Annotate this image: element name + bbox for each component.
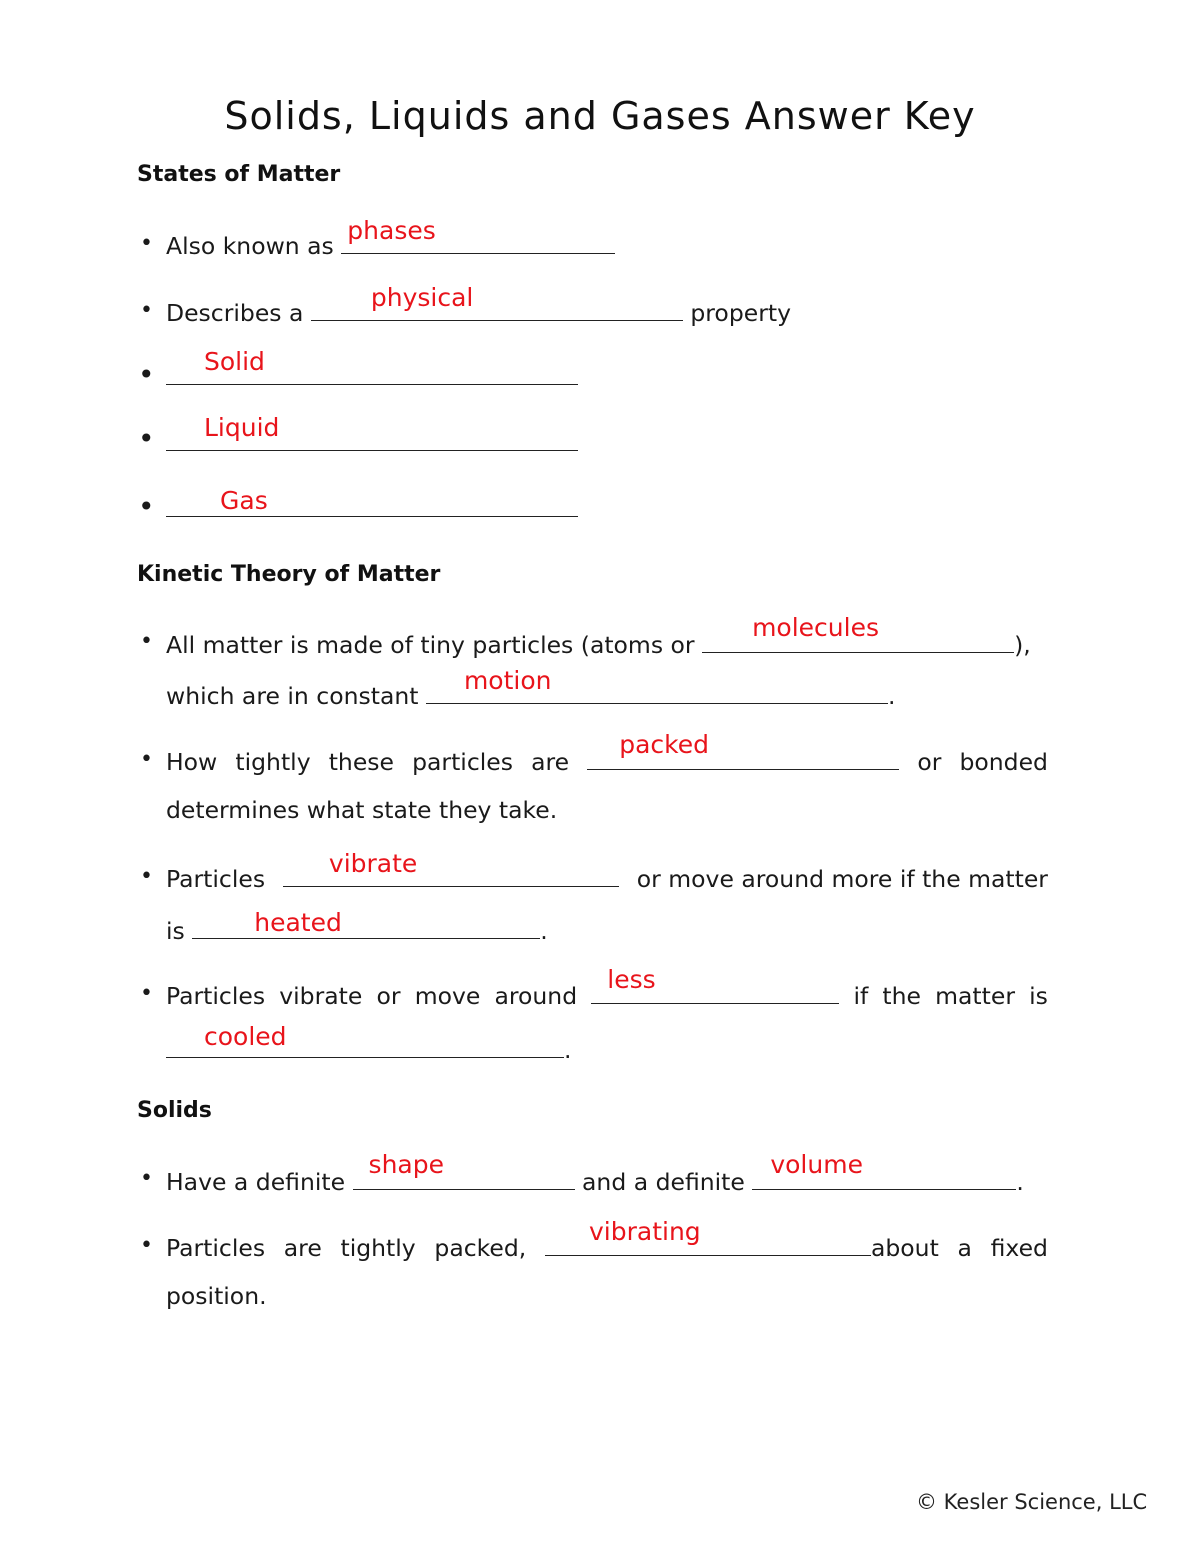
item-text: these (328, 748, 394, 776)
item-text: determines what state they take. (166, 796, 558, 824)
section-heading-states: States of Matter (137, 162, 341, 187)
answer-solid: Solid (204, 347, 265, 376)
bullet: • (138, 422, 155, 455)
item-text: a (957, 1234, 972, 1262)
item-text: if (853, 982, 869, 1010)
item-text: Particles (166, 1234, 266, 1262)
copyright-footer: © Kesler Science, LLC (916, 1490, 1148, 1514)
page-title: Solids, Liquids and Gases Answer Key (224, 94, 976, 138)
answer-blank (166, 413, 578, 451)
item-text: Particles (166, 982, 266, 1010)
answer-blank (426, 666, 888, 704)
item-text: are (531, 748, 570, 776)
item-text: . (887, 682, 896, 710)
answer-blank (353, 1150, 575, 1190)
item-text: around (494, 982, 578, 1010)
item-text: position. (166, 1282, 267, 1310)
item-text: tightly (235, 748, 311, 776)
item-solids-1 (166, 1150, 1024, 1197)
answer-blank (166, 486, 578, 517)
answer-blank (283, 849, 619, 887)
item-kinetic-1-cont (166, 666, 896, 711)
answer-less: less (607, 965, 656, 994)
answer-phases: phases (347, 216, 436, 245)
item-text: and a definite (582, 1168, 745, 1196)
bullet: • (140, 864, 153, 889)
bullet: • (138, 490, 155, 523)
item-text: about (870, 1234, 939, 1262)
item-kinetic-4-cont (166, 1022, 572, 1065)
item-text: vibrate (279, 982, 363, 1010)
answer-motion: motion (463, 666, 552, 695)
item-also-known (166, 216, 615, 261)
answer-molecules: molecules (752, 613, 879, 642)
item-kinetic-3 (166, 849, 1048, 894)
item-text: the (882, 982, 921, 1010)
answer-shape: shape (368, 1150, 444, 1179)
item-text: is (1029, 982, 1048, 1010)
answer-blank (587, 730, 899, 770)
item-text: Describes a (166, 299, 304, 327)
answer-blank (702, 613, 1014, 653)
bullet: • (140, 231, 153, 256)
item-solids-2 (166, 1217, 1048, 1263)
item-text: Have a definite (166, 1168, 346, 1196)
item-kinetic-4 (166, 965, 1048, 1011)
item-text: move (414, 982, 481, 1010)
bullet: • (140, 1166, 153, 1191)
item-text: particles (412, 748, 513, 776)
answer-blank (311, 283, 683, 321)
item-text: . (1016, 1168, 1024, 1196)
item-text: tightly (340, 1234, 416, 1262)
item-text: property (690, 299, 791, 327)
item-kinetic-2-cont (166, 795, 557, 825)
item-text: fixed (990, 1234, 1048, 1262)
answer-cooled: cooled (204, 1022, 287, 1051)
answer-volume: volume (770, 1150, 863, 1179)
item-text: is (166, 917, 185, 945)
answer-blank (545, 1217, 871, 1256)
item-text: which are in constant (166, 682, 419, 710)
bullet: • (140, 1233, 153, 1258)
answer-blank (192, 908, 540, 939)
item-solids-2-cont (166, 1281, 267, 1311)
bullet: • (140, 629, 153, 654)
item-text: or (376, 982, 401, 1010)
answer-liquid: Liquid (204, 413, 280, 442)
section-heading-kinetic: Kinetic Theory of Matter (137, 562, 441, 587)
answer-gas: Gas (220, 486, 268, 515)
section-heading-solids: Solids (137, 1098, 212, 1123)
item-text: Particles (166, 865, 266, 893)
item-text: All matter is made of tiny particles (atoms or (166, 631, 695, 659)
answer-heated: heated (254, 908, 342, 937)
item-state-1 (166, 347, 578, 392)
item-kinetic-3-cont (166, 908, 548, 946)
item-text: Also known as (166, 232, 334, 260)
item-text: or (917, 748, 942, 776)
item-kinetic-2 (166, 730, 1048, 777)
answer-packed: packed (619, 730, 709, 759)
item-text: . (564, 1036, 572, 1064)
item-kinetic-1 (166, 613, 1031, 660)
bullet: • (140, 981, 153, 1006)
item-text: or move around more if the matter (636, 865, 1048, 893)
item-text: bonded (959, 748, 1048, 776)
bullet: • (138, 358, 155, 391)
answer-blank (591, 965, 839, 1004)
bullet: • (140, 298, 153, 323)
item-describes (166, 283, 791, 328)
answer-blank (341, 216, 615, 254)
answer-physical: physical (370, 283, 474, 312)
item-text: How (166, 748, 218, 776)
answer-vibrating: vibrating (588, 1217, 701, 1246)
bullet: • (140, 747, 153, 772)
answer-blank (166, 1022, 564, 1058)
answer-blank (166, 347, 578, 385)
item-text: are (283, 1234, 322, 1262)
item-state-3 (166, 486, 578, 524)
item-text: packed, (434, 1234, 527, 1262)
answer-vibrate: vibrate (328, 849, 418, 878)
item-text: . (540, 917, 548, 945)
item-text: matter (935, 982, 1015, 1010)
item-text: ), (1014, 631, 1031, 659)
item-state-2 (166, 413, 578, 458)
answer-blank (752, 1150, 1016, 1190)
